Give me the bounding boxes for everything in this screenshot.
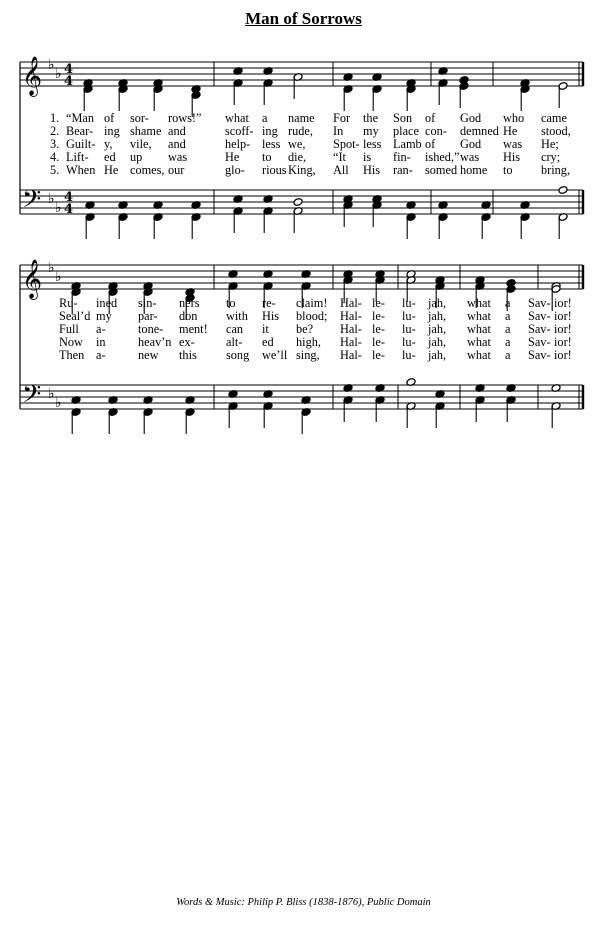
lyric-syllable: His: [363, 163, 381, 177]
lyric-syllable: somed: [425, 163, 458, 177]
lyric-syllable: lu-: [402, 296, 416, 310]
lyric-syllable: ished,”: [425, 150, 460, 164]
lyric-syllable: blood;: [296, 309, 328, 323]
bass-staff: [20, 385, 583, 409]
lyric-syllable: ex-: [179, 335, 195, 349]
lyric-syllable: cry;: [541, 150, 561, 164]
lyric-syllable: ior!: [554, 296, 572, 310]
lyric-syllable: a-: [96, 348, 106, 362]
lyric-syllable: in: [96, 335, 106, 349]
lyric-syllable: shame: [130, 124, 162, 138]
lyric-syllable: bring,: [541, 163, 571, 177]
lyric-syllable: what: [467, 348, 491, 362]
lyric-syllable: a: [505, 322, 511, 336]
lyric-syllable: a: [505, 309, 511, 323]
lyric-syllable: new: [138, 348, 159, 362]
lyric-syllable: home: [460, 163, 488, 177]
lyric-syllable: demned: [460, 124, 499, 138]
lyric-syllable: ior!: [554, 348, 572, 362]
lyric-syllable: heav’n: [138, 335, 172, 349]
lyric-syllable: ior!: [554, 309, 572, 323]
lyric-syllable: le-: [372, 322, 385, 336]
lyric-syllable: what: [467, 309, 491, 323]
lyric-syllable: For: [333, 111, 351, 125]
lyric-syllable: glo-: [225, 163, 245, 177]
lyric-syllable: He: [503, 124, 518, 138]
lyric-syllable: Spot-: [333, 137, 360, 151]
key-flat: ♭: [55, 66, 62, 82]
lyric-syllable: of: [425, 111, 436, 125]
lyric-syllable: jah,: [428, 335, 447, 349]
lyric-syllable: vile,: [130, 137, 152, 151]
key-flat: ♭: [48, 260, 55, 276]
lyric-syllable: 1.: [50, 111, 60, 125]
lyric-syllable: ior!: [554, 322, 572, 336]
lyric-syllable: to: [503, 163, 513, 177]
lyric-syllable: and: [168, 137, 186, 151]
lyric-syllable: who: [503, 111, 525, 125]
lyric-syllable: my: [363, 124, 379, 138]
lyric-syllable: rows!”: [168, 111, 202, 125]
lyric-syllable: comes,: [130, 163, 165, 177]
copyright-credit: Words & Music: Philip P. Bliss (1838-1876), Public Domain: [176, 897, 431, 908]
lyric-syllable: jah,: [428, 348, 447, 362]
lyric-syllable: alt-: [226, 335, 243, 349]
lyric-syllable: le-: [372, 335, 385, 349]
lyric-syllable: Hal-: [340, 335, 362, 349]
bass-time-top: 4: [64, 190, 74, 205]
lyric-syllable: 4.: [50, 150, 60, 164]
key-flat: ♭: [48, 57, 55, 73]
key-flat: ♭: [48, 386, 55, 402]
lyric-syllable: rude,: [288, 124, 313, 138]
lyric-syllable: ing: [262, 124, 278, 138]
lyric-syllable: Hal-: [340, 322, 362, 336]
lyric-syllable: Lift-: [66, 150, 89, 164]
lyric-syllable: to: [226, 296, 236, 310]
hymn-title: Man of Sorrows: [245, 9, 362, 28]
lyric-syllable: up: [130, 150, 143, 164]
lyric-syllable: 2.: [50, 124, 60, 138]
lyric-syllable: He: [104, 163, 119, 177]
lyric-syllable: help-: [225, 137, 251, 151]
lyric-syllable: King,: [288, 163, 316, 177]
lyric-syllable: stood,: [541, 124, 571, 138]
lyric-syllable: He: [225, 150, 240, 164]
lyric-syllable: place: [393, 124, 419, 138]
lyric-syllable: tone-: [138, 322, 164, 336]
lyric-syllable: high,: [296, 335, 321, 349]
lyric-syllable: ners: [179, 296, 200, 310]
lyric-syllable: Sav-: [528, 309, 551, 323]
lyric-syllable: ing: [104, 124, 120, 138]
key-flat: ♭: [48, 191, 55, 207]
lyric-syllable: lu-: [402, 335, 416, 349]
lyric-syllable: His: [262, 309, 280, 323]
lyric-syllable: can: [226, 322, 244, 336]
lyric-syllable: jah,: [428, 296, 447, 310]
lyric-syllable: this: [179, 348, 197, 362]
lyric-syllable: Son: [393, 111, 413, 125]
bass-time-bottom: 4: [64, 202, 74, 217]
lyric-syllable: our: [168, 163, 185, 177]
lyric-syllable: lu-: [402, 348, 416, 362]
lyric-syllable: came: [541, 111, 567, 125]
lyric-syllable: Seal’d: [59, 309, 91, 323]
lyric-syllable: jah,: [428, 309, 447, 323]
lyric-syllable: le-: [372, 309, 385, 323]
lyric-syllable: be?: [296, 322, 314, 336]
key-flat: ♭: [55, 269, 62, 285]
lyric-syllable: sor-: [130, 111, 149, 125]
lyric-syllable: of: [425, 137, 436, 151]
lyric-syllable: Then: [59, 348, 85, 362]
lyric-syllable: re-: [262, 296, 276, 310]
lyric-syllable: Sav-: [528, 335, 551, 349]
lyric-syllable: fin-: [393, 150, 411, 164]
lyric-syllable: Hal-: [340, 309, 362, 323]
lyric-syllable: of: [104, 111, 115, 125]
lyric-syllable: le-: [372, 296, 385, 310]
lyric-syllable: His: [503, 150, 521, 164]
lyric-syllable: Now: [59, 335, 83, 349]
lyric-syllable: le-: [372, 348, 385, 362]
lyric-syllable: the: [363, 111, 379, 125]
lyric-syllable: Sav-: [528, 348, 551, 362]
lyric-syllable: less: [363, 137, 382, 151]
lyric-syllable: to: [262, 150, 272, 164]
lyric-syllable: Full: [59, 322, 79, 336]
key-flat: ♭: [55, 200, 62, 216]
lyric-syllable: ed: [104, 150, 116, 164]
lyric-syllable: it: [262, 322, 269, 336]
lyric-syllable: we’ll: [262, 348, 288, 362]
lyric-syllable: what: [467, 322, 491, 336]
lyric-syllable: lu-: [402, 309, 416, 323]
lyric-syllable: name: [288, 111, 315, 125]
lyric-syllable: ior!: [554, 335, 572, 349]
lyric-syllable: a-: [96, 322, 106, 336]
lyric-syllable: a: [505, 335, 511, 349]
lyric-syllable: jah,: [428, 322, 447, 336]
lyric-syllable: Bear-: [66, 124, 94, 138]
lyric-syllable: All: [333, 163, 349, 177]
lyric-syllable: con-: [425, 124, 447, 138]
lyric-syllable: In: [333, 124, 344, 138]
lyric-syllable: “Man: [66, 111, 94, 125]
lyric-syllable: ed: [262, 335, 274, 349]
lyric-syllable: Lamb: [393, 137, 422, 151]
lyric-syllable: and: [168, 124, 186, 138]
lyric-syllable: my: [96, 309, 112, 323]
lyric-syllable: claim!: [296, 296, 328, 310]
treble-clef: 𝄞: [22, 259, 43, 299]
lyric-syllable: 3.: [50, 137, 60, 151]
lyric-syllable: ined: [96, 296, 118, 310]
lyric-syllable: die,: [288, 150, 307, 164]
lyric-syllable: rious: [262, 163, 287, 177]
lyric-syllable: scoff-: [225, 124, 254, 138]
lyric-syllable: 5.: [50, 163, 60, 177]
lyric-syllable: was: [460, 150, 480, 164]
lyric-syllable: was: [168, 150, 188, 164]
lyric-syllable: He;: [541, 137, 559, 151]
lyric-syllable: what: [467, 296, 491, 310]
lyric-syllable: God: [460, 111, 482, 125]
lyric-syllable: song: [226, 348, 250, 362]
lyric-syllable: Sav-: [528, 296, 551, 310]
lyric-syllable: When: [66, 163, 96, 177]
lyric-syllable: lu-: [402, 322, 416, 336]
treble-clef: 𝄞: [22, 56, 43, 96]
lyric-syllable: don: [179, 309, 198, 323]
lyric-syllable: is: [363, 150, 372, 164]
lyric-syllable: a: [262, 111, 268, 125]
lyric-syllable: sing,: [296, 348, 320, 362]
bass-clef: 𝄢: [22, 380, 42, 415]
lyric-syllable: God: [460, 137, 482, 151]
bass-clef: 𝄢: [22, 185, 42, 220]
lyric-syllable: Hal-: [340, 348, 362, 362]
lyric-syllable: was: [503, 137, 523, 151]
lyric-syllable: par-: [138, 309, 158, 323]
treble-time-top: 4: [64, 62, 74, 77]
key-flat: ♭: [55, 395, 62, 411]
lyric-syllable: y,: [104, 137, 113, 151]
lyric-syllable: Ru-: [59, 296, 78, 310]
lyric-syllable: Guilt-: [66, 137, 96, 151]
treble-time-bottom: 4: [64, 74, 74, 89]
lyric-syllable: what: [467, 335, 491, 349]
lyric-syllable: Sav-: [528, 322, 551, 336]
lyric-syllable: “It: [333, 150, 346, 164]
lyric-syllable: with: [226, 309, 248, 323]
lyric-syllable: Hal-: [340, 296, 362, 310]
lyric-syllable: sin-: [138, 296, 157, 310]
lyric-syllable: we,: [288, 137, 306, 151]
lyric-syllable: ran-: [393, 163, 413, 177]
lyric-syllable: less: [262, 137, 281, 151]
lyric-syllable: a: [505, 296, 511, 310]
lyric-syllable: what: [225, 111, 249, 125]
lyric-syllable: a: [505, 348, 511, 362]
lyric-syllable: ment!: [179, 322, 208, 336]
